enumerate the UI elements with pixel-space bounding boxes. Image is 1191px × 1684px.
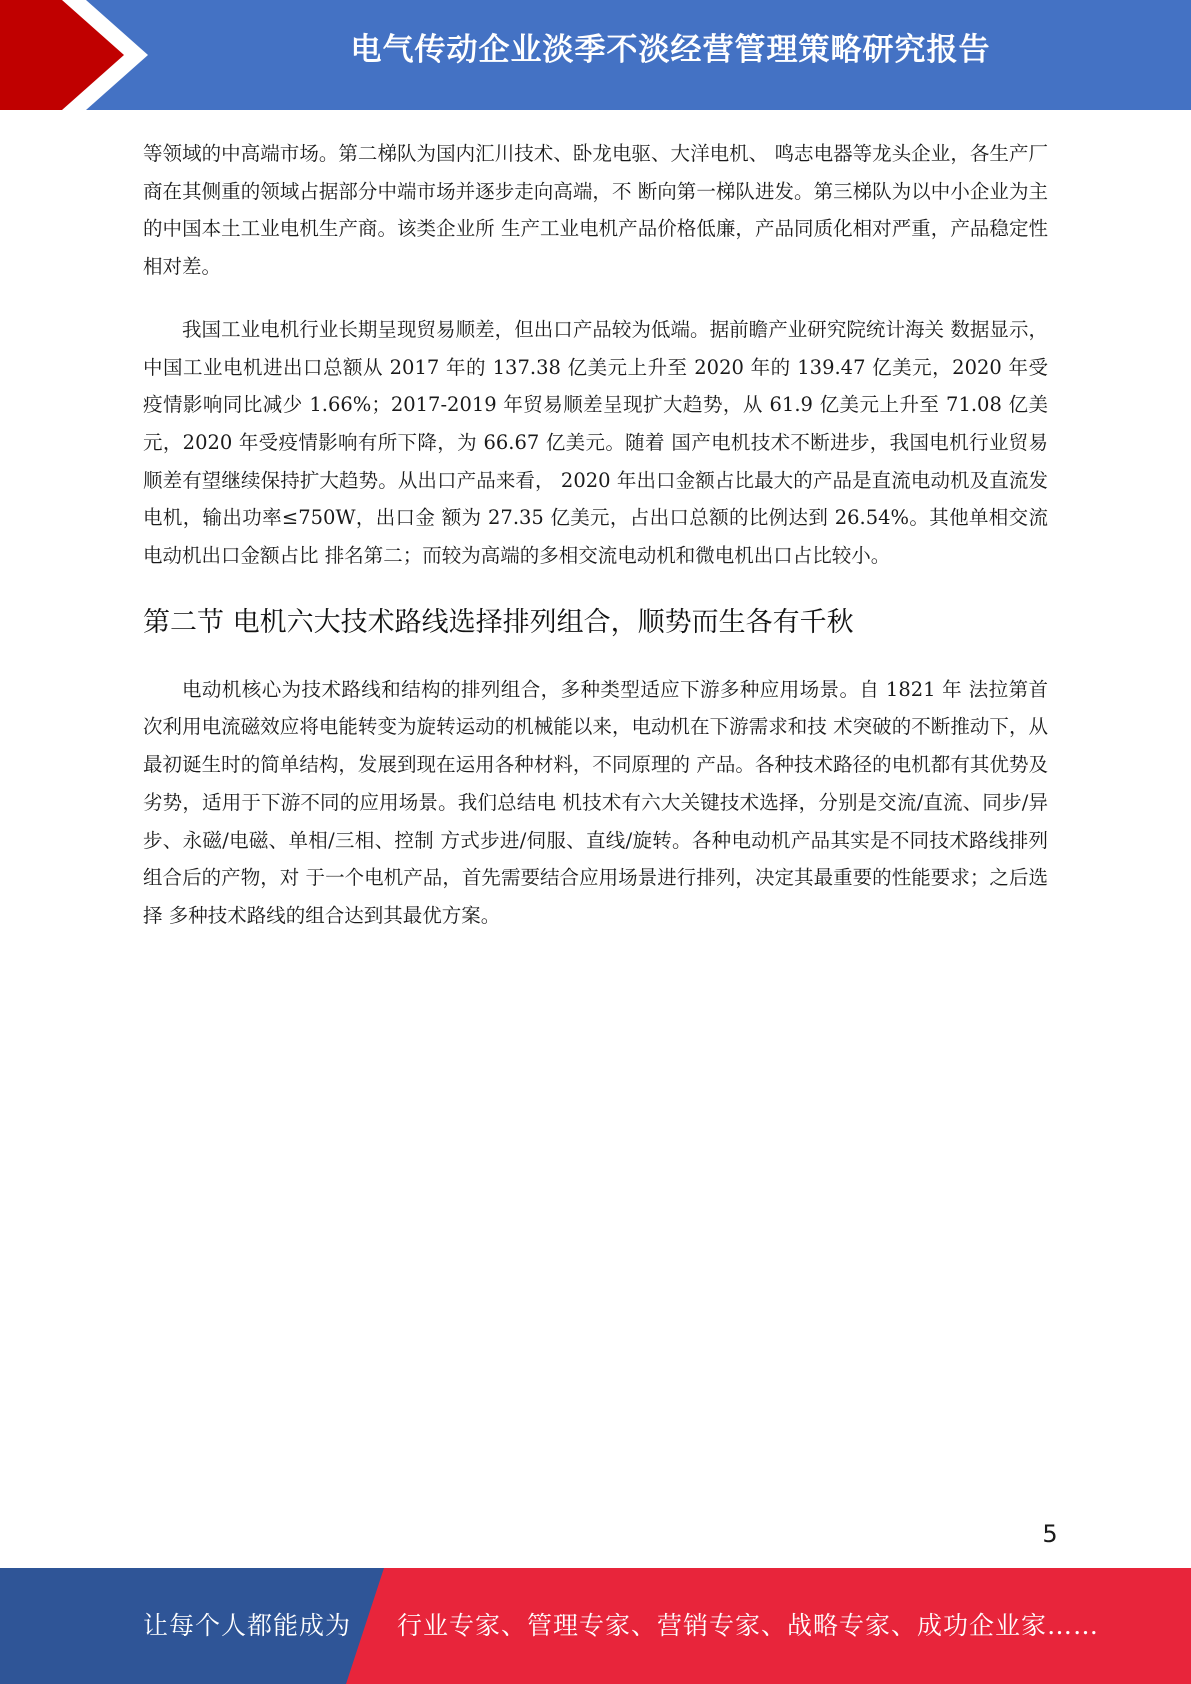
paragraph-gap xyxy=(143,286,1048,311)
footer-banner xyxy=(0,1568,1191,1684)
paragraph-market-tiers: 等领域的中高端市场。第二梯队为国内汇川技术、卧龙电驱、大洋电机、 鸣志电器等龙头企业，各生产厂商在其侧重的领域占据部分中端市场并逐步走向高端，不 断向第一梯队进发。第三梯队为以中小企业为主的中国本土工业电机生产商。该类企业所 生产工业电机产品价格低廉，产品同质化相对严重，产品稳定性相对差。 xyxy=(143,142,1048,279)
footer-slogan-left: 让每个人都能成为 xyxy=(143,1611,352,1640)
page-number: 5 xyxy=(1042,1520,1058,1548)
header-banner xyxy=(0,0,1191,110)
footer-slogan-right: 行业专家、管理专家、营销专家、战略专家、成功企业家…… xyxy=(397,1611,1100,1640)
main-content xyxy=(143,135,1048,935)
paragraph-trade-surplus: 我国工业电机行业长期呈现贸易顺差，但出口产品较为低端。据前瞻产业研究院统计海关 数据显示，中国工业电机进出口总额从 2017 年的 137.38 亿美元上升至 2020 年的 139.47 亿美元，2020 年受疫情影响同比减少 1.66%；2017-2019 年贸易顺差呈现扩大趋势，从 61.9 亿美元上升至 71.08 亿美元，2020 年受疫情影响有所下降，为 66.67 亿美元。随着 国产电机技术不断进步，我国电机行业贸易顺差有望继续保持扩大趋势。从出口产品来看， 2020 年出口金额占比最大的产品是直流电动机及直流发电机，输出功率≤750W，出口金 额为 27.35 亿美元，占出口总额的比例达到 26.54%。其他单相交流电动机出口金额占比 排名第二；而较为高端的多相交流电动机和微电机出口占比较小。 xyxy=(143,317,1048,568)
chevron-arrow-icon xyxy=(0,0,160,110)
section-heading: 第二节 电机六大技术路线选择排列组合，顺势而生各有千秋 xyxy=(143,606,854,638)
report-title: 电气传动企业淡季不淡经营管理策略研究报告 xyxy=(350,32,991,68)
paragraph-technology-routes: 电动机核心为技术路线和结构的排列组合，多种类型适应下游多种应用场景。自 1821 年 法拉第首次利用电流磁效应将电能转变为旋转运动的机械能以来，电动机在下游需求和技 术突破的不断推动下，从最初诞生时的简单结构，发展到现在运用各种材料，不同原理的 产品。各种技术路径的电机都有其优势及劣势，适用于下游不同的应用场景。我们总结电 机技术有六大关键技术选择，分别是交流/直流、同步/异步、永磁/电磁、单相/三相、控制 方式步进/伺服、直线/旋转。各种电动机产品其实是不同技术路线排列组合后的产物，对 于一个电机产品，首先需要结合应用场景进行排列，决定其最重要的性能要求；之后选择 多种技术路线的组合达到其最优方案。 xyxy=(143,677,1048,927)
